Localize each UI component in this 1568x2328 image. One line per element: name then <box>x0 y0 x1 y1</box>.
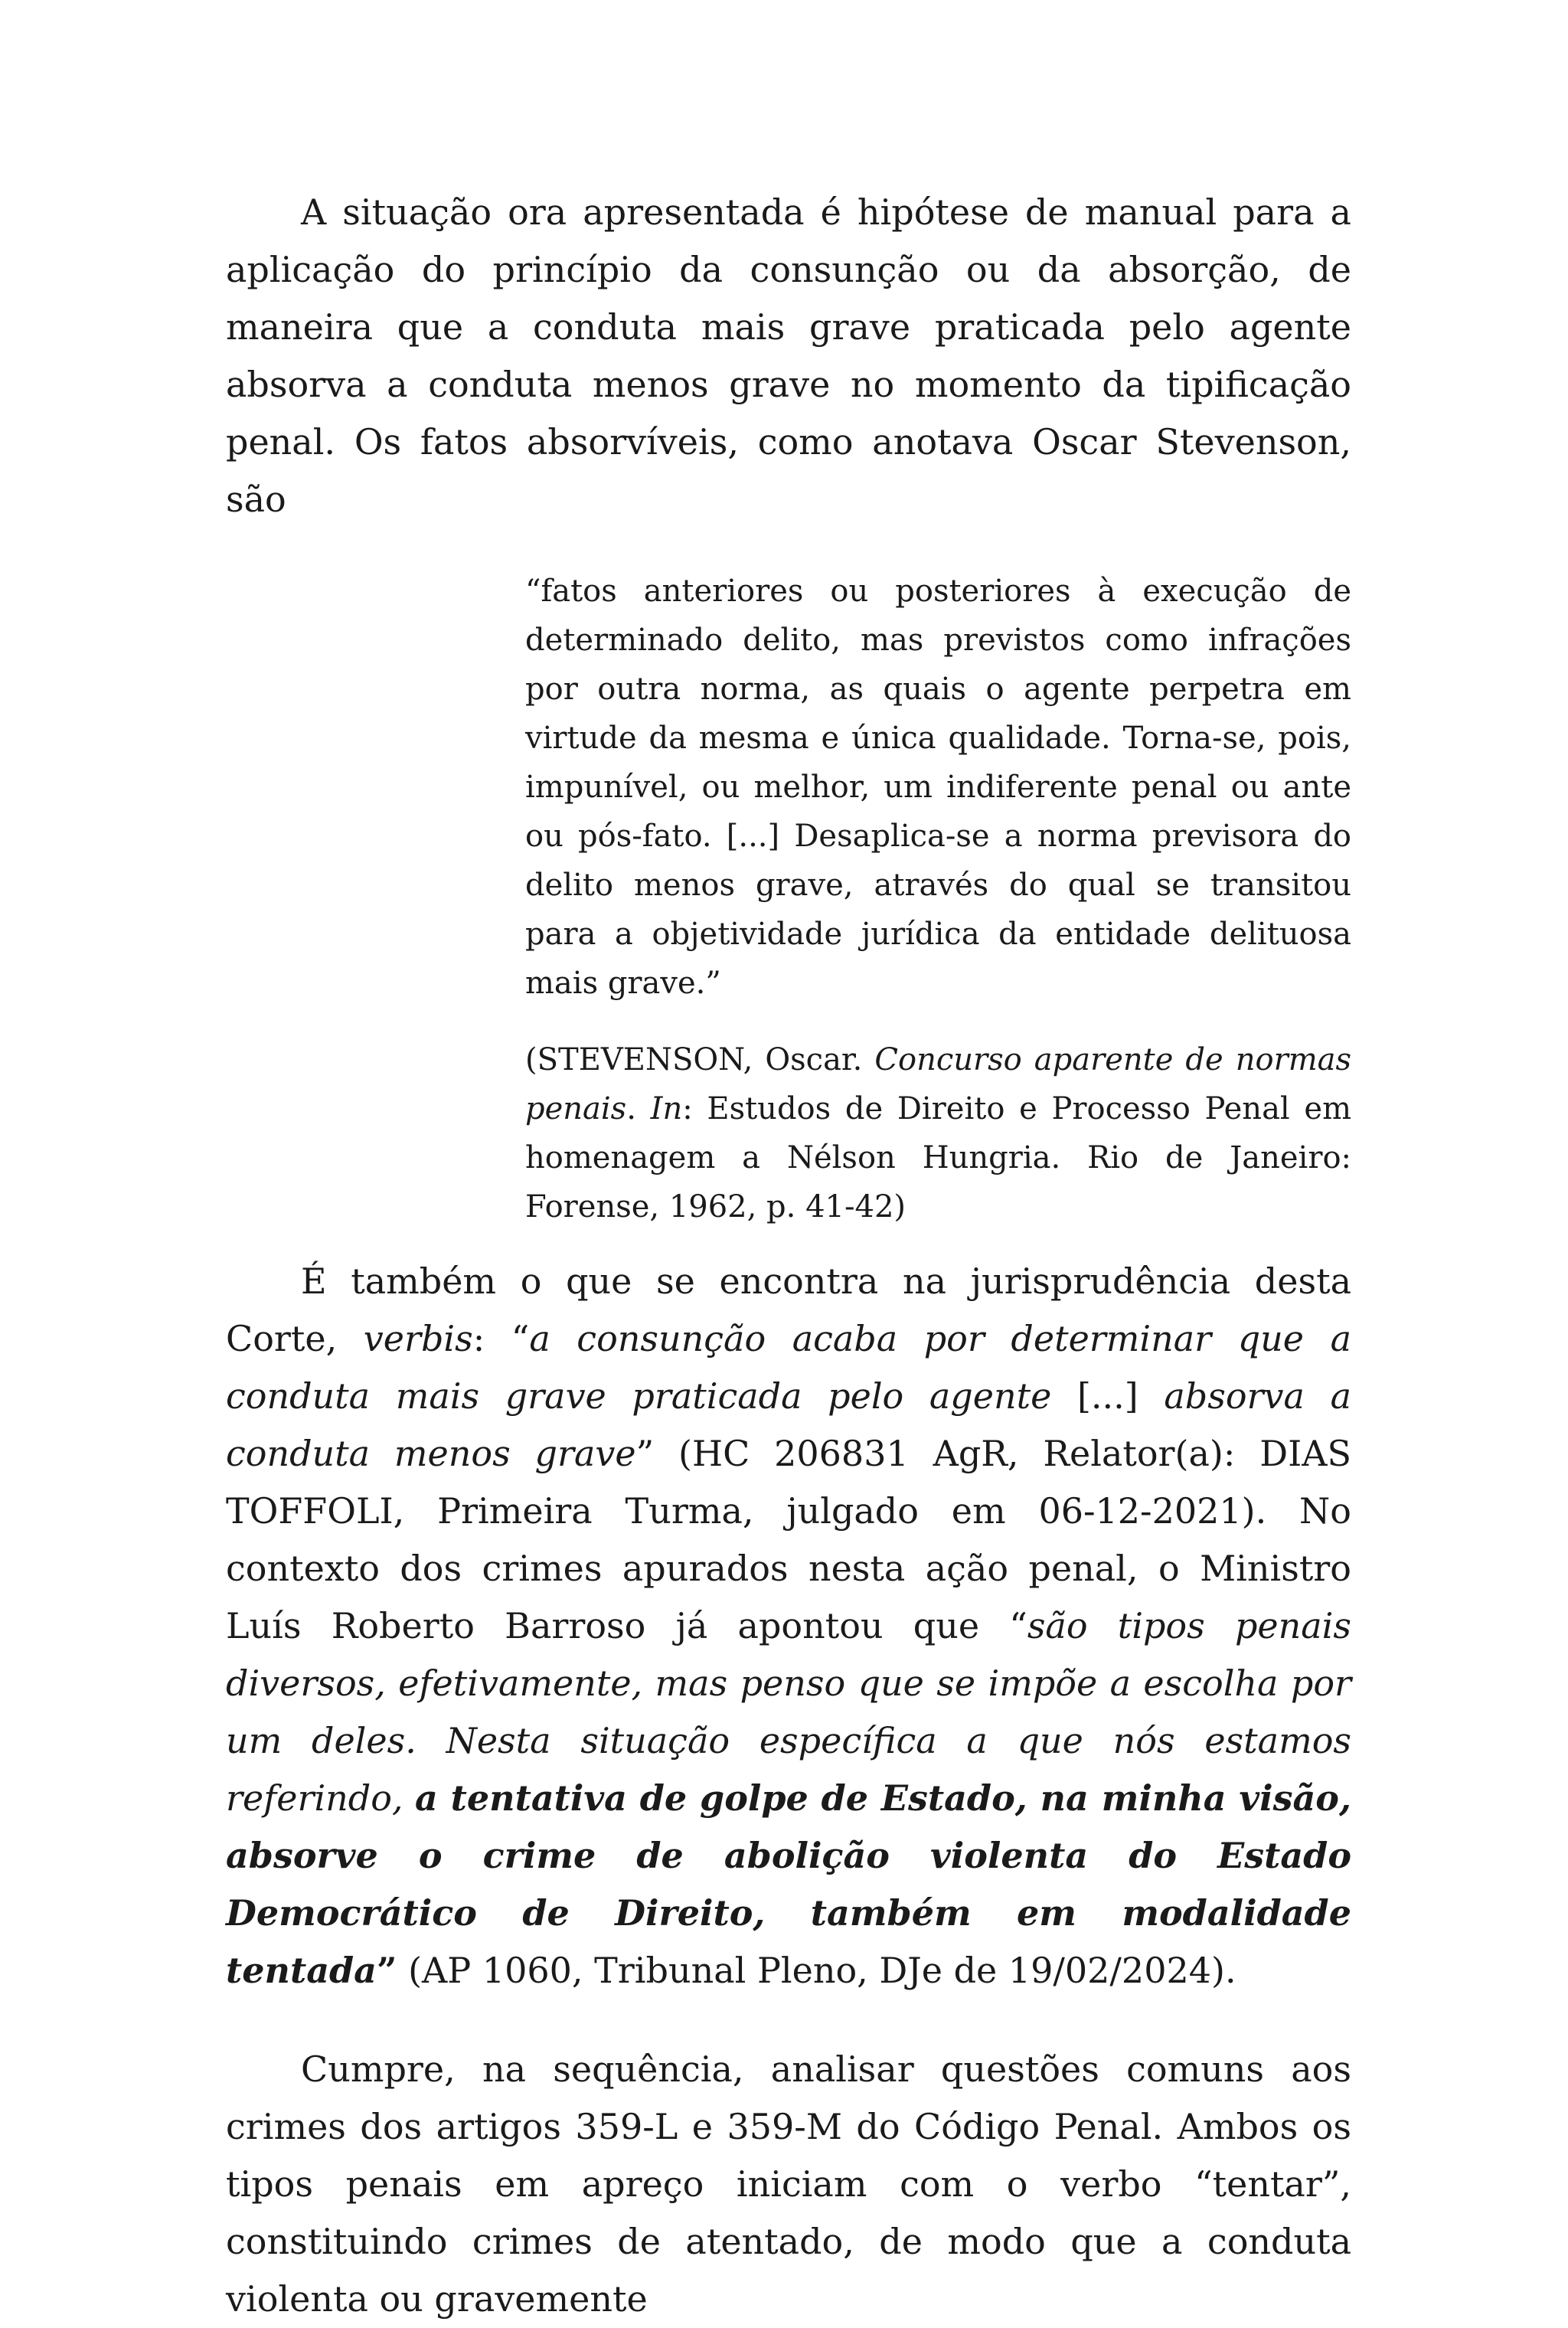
ellipsis: [...] <box>1051 1375 1165 1417</box>
paragraph-crimes-atentado: Cumpre, na sequência, analisar questões comuns aos crimes dos artigos 359-L e 359-M do Código Penal. Ambos os tipos penais em apreço iniciam com o verbo “tentar”, constituindo crimes de atentado, de modo que a conduta violenta ou gravemente <box>226 2048 1351 2320</box>
quote-citation <box>525 1035 1351 1231</box>
document-page <box>226 184 1351 2328</box>
citation-dot: . <box>626 1091 651 1126</box>
hc-quote-part2: absorva a conduta menos grave <box>226 1375 1351 1474</box>
block-quote <box>525 567 1351 1231</box>
citation-author: (STEVENSON, Oscar. <box>525 1042 875 1077</box>
paragraph-jurisprudencia <box>226 1253 1351 1999</box>
citation-title: Concurso aparente de normas penais <box>525 1042 1351 1126</box>
closing-quote-mark: ” <box>376 1950 397 1991</box>
jurisprudencia-colon: : “ <box>472 1318 530 1359</box>
verbis-word: verbis <box>363 1318 473 1359</box>
ap-reference: (AP 1060, Tribunal Pleno, DJe de 19/02/2024). <box>397 1950 1236 1991</box>
hc-quote-part1: a consunção acaba por determinar que a conduta mais grave praticada pelo agente <box>226 1318 1351 1417</box>
paragraph-consuncao: A situação ora apresentada é hipótese de manual para a aplicação do princípio da consunção ou da absorção, de maneira que a conduta mais grave praticada pelo agente absorva a conduta menos grave no momento da tipificação penal. Os fatos absorvíveis, como anotava Oscar Stevenson, são <box>226 191 1351 520</box>
hc-reference: ” (HC 206831 AgR, Relator(a): DIAS TOFFOLI, Primeira Turma, julgado em 06-12-2021). No contexto dos crimes apurados nesta ação penal, o Ministro Luís Roberto Barroso já apontou que “ <box>226 1433 1352 1646</box>
citation-in: In <box>650 1091 683 1126</box>
barroso-quote-emphasis: a tentativa de golpe de Estado, na minha visão, absorve o crime de abolição violenta do Estado Democrático de Direito, também em modalidade tentada <box>226 1777 1351 1991</box>
jurisprudencia-intro: É também o que se encontra na jurisprudência desta Corte, <box>226 1260 1351 1359</box>
quote-text: “fatos anteriores ou posteriores à execução de determinado delito, mas previstos como infrações por outra norma, as quais o agente perpetra em virtude da mesma e única qualidade. Torna-se, pois, impunível, ou melhor, um indiferente penal ou ante ou pós-fato. [...] Desaplica-se a norma previsora do delito menos grave, através do qual se transitou para a objetividade jurídica da entidade delituosa mais grave.” <box>525 574 1351 1001</box>
citation-source: : Estudos de Direito e Processo Penal em homenagem a Nélson Hungria. Rio de Janeiro: Forense, 1962, p. 41-42) <box>525 1091 1351 1224</box>
barroso-quote: são tipos penais diversos, efetivamente, mas penso que se impõe a escolha por um deles. Nesta situação específica a que nós estamos referindo, <box>226 1605 1352 1819</box>
